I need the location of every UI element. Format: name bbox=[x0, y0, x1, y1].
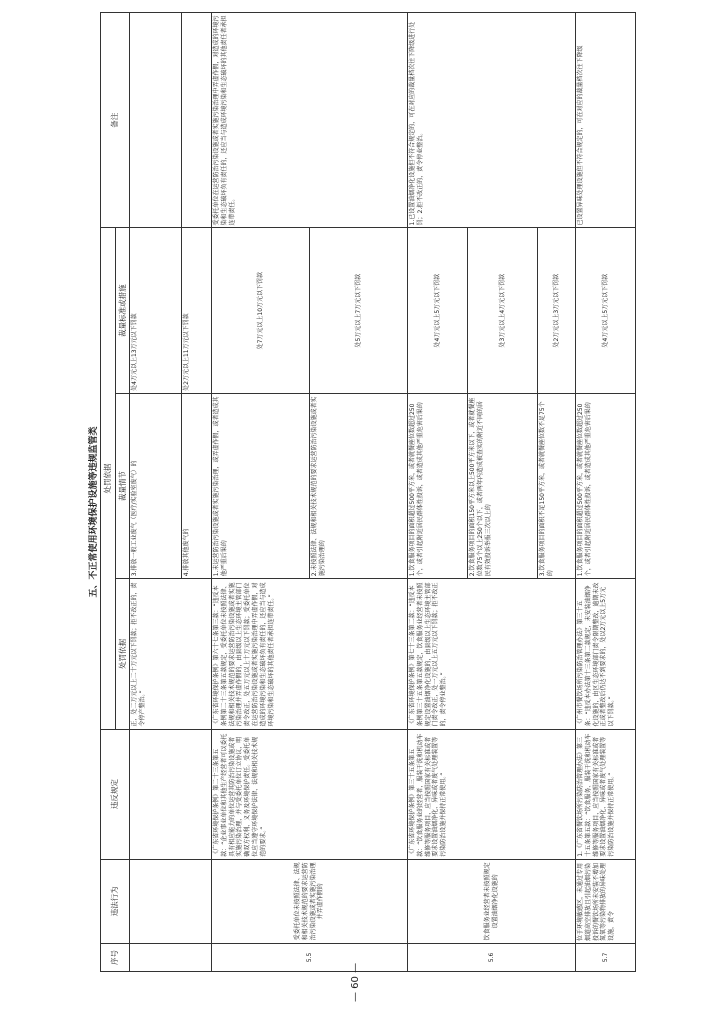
seq-cell: 5.7 bbox=[576, 943, 636, 971]
penalty-table bbox=[100, 12, 636, 972]
header-row bbox=[101, 13, 116, 972]
rule-cell: 《广东省环境保护条例》第二十三条第五款：“企业事业单位和其他生产经营者可以委托具有相应能力的单位运营其防治污染设施或者实施污染治理，并与受委托单位订立协议，明确双方权利、义务及环境保护责任。受委托单位应当遵守环境保护法律、法规和相关技术规范的要求。” bbox=[212, 729, 408, 859]
plot-cell: 2.饮食服务项目的面积150平方米以上500平方米以下，或者就餐座位数75个以上250个以下，或者两年内造成被查实的附近不同的居民有效投诉举报三次以上的 bbox=[468, 393, 538, 578]
seq-cell: 5.6 bbox=[408, 943, 576, 971]
basis-cell: 正，处二万元以上二十万元以下罚款；拒不改正的，责令停产整治。” bbox=[130, 579, 212, 729]
basis-cell: 《广州市餐饮场所污染防治管理办法》第三十五条：“违反本办法第十三条第二款规定，未安装油烟净化设施的，由区生态环境部门责令限期整改，逾期未改正或者整改后仍达不到要求的，处以2万元以上5万元以下罚款。” bbox=[576, 579, 636, 729]
section-title: 五、不正常使用环境保护设施等违规监管类 bbox=[89, 426, 99, 598]
plot-cell: 3.饮食服务项目的面积不足150平方米，或者就餐座位数不足75个的 bbox=[538, 393, 576, 578]
act-cell: 受委托单位未按照法律、法规和相关技术规范的要求运营防治污染设施或者实施污染治理并弄虚作假的 bbox=[212, 859, 408, 943]
plot-cell: 4.排放其他废气的 bbox=[182, 393, 212, 578]
table-row bbox=[576, 13, 636, 972]
header-rule: 违反规定 bbox=[101, 729, 130, 859]
header-std: 裁量标准或措施 bbox=[116, 228, 130, 393]
note-cell: 受委托单位在运营防治污染设施或者实施污染治理中弄虚作假，对造成的环境污染和生态破坏负有责任的，还应当与造成环境污染和生态破坏的其他责任者承担连带责任。 bbox=[212, 13, 408, 228]
header-basis-group: 处罚依据 bbox=[101, 228, 116, 729]
std-cell: 处5万元以上7万元以下罚款 bbox=[310, 228, 408, 393]
rule-cell: 1.《广东省餐饮场所污染防治管理办法》第三十五条第五款：“饮食服务、服装干洗和机动车维修等服务项目，应当按照国家有关标准或者要求设置油烟净化、异味或者废气处理装置等污染防治设施并保持正常使用。” bbox=[576, 729, 636, 859]
std-cell: 处4万元以上13万元以下罚款 bbox=[130, 228, 182, 393]
plot-cell: 3.排放一般工业废气（医疗/实验室废气）的 bbox=[130, 393, 182, 578]
header-seq: 序号 bbox=[101, 943, 130, 971]
plot-cell: 2.未按照法律、法规和相关技术规范的要求运营防治污染设施或者实施污染治理的 bbox=[310, 393, 408, 578]
act-cell: 位于环境敏感区，未通过专用烟道高空排放且引起油烟污染投诉的餐饮场所未安装不增加氮氧等污染物排放的异味处理设施，责令 bbox=[576, 859, 636, 943]
std-cell: 处2万元以上11万元以下罚款 bbox=[182, 228, 212, 393]
header-basis: 处罚依据 bbox=[116, 579, 130, 729]
std-cell: 处3万元以上4万元以下罚款 bbox=[468, 228, 538, 393]
basis-cell: 《广东省环境保护条例》第七十三条第二款：“违反本条例第三十五条第五款规定，饮食服务业经营者未按照规定设置油烟净化设施的，由县级以上生态环境主管部门责令改正，处一万元以上五万元以下罚款；拒不改正的，责令停业整治。” bbox=[408, 579, 576, 729]
page-number: — 60 — bbox=[350, 962, 361, 1002]
note-cell: 1.已设置油烟净化设施但不符合规定的，可在对应的裁量档次往下降级进行处罚；2.拒不改正的，责令停业整治。 bbox=[408, 13, 576, 228]
std-cell: 处4万元以上5万元以下罚款 bbox=[408, 228, 468, 393]
plot-cell: 1.未运营防治污染设施或者实施污染治理，或弄虚作假，或者造成其他严重后果的 bbox=[212, 393, 310, 578]
plot-cell: 1.饮食服务项目的面积超过500平方米，或者就餐座位数超过250个，或者引起附近居民群体性投诉，或者造成其他严重危害后果的 bbox=[408, 393, 468, 578]
plot-cell: 1.饮食服务项目的面积超过500平方米，或者就餐座位数超过250个，或者引起附近居民群体性投诉，或者造成其他严重危害后果的 bbox=[576, 393, 636, 578]
act-cell: 饮食服务业经营者未按照规定设置油烟净化设施的 bbox=[408, 859, 576, 943]
basis-cell: 《广东省环境保护条例》第六十七条第三款：“违反本条例第二十三条第五款规定，受委托单位未按照法律、法规和相关技术规范的要求运营防治污染设施或者实施污染治理并弄虚作假的，由县级以上生态环境主管部门责令改正，处五万元以上十万元以下罚款；受委托单位在运营防治污染设施或者实施污染治理中弄虚作假，对造成的环境污染和生态破坏负有责任的，还应当与造成环境污染和生态破坏的其他责任者承担连带责任。” bbox=[212, 579, 408, 729]
seq-cell: 5.5 bbox=[212, 943, 408, 971]
header-plot: 裁量情节 bbox=[116, 393, 130, 578]
note-cell: 已设置异味处理设施但不符合规定的，可在对应的裁量档次往下降级 bbox=[576, 13, 636, 228]
table-row bbox=[212, 13, 310, 972]
rule-cell: 《广东省环境保护条例》第三十五条第五款：“饮食服务业的经营者，服装干洗和机动车维修等服务项目，应当按照国家有关标准或者要求设置油烟净化、异味或者废气处理装置等污染防治设施并保持正常使用。” bbox=[408, 729, 576, 859]
table-row bbox=[408, 13, 468, 972]
header-note: 备注 bbox=[101, 13, 130, 228]
std-cell: 处7万元以上10万元以下罚款 bbox=[212, 228, 310, 393]
std-cell: 处4万元以上5万元以下罚款 bbox=[576, 228, 636, 393]
table-row bbox=[130, 13, 182, 972]
header-act: 违法行为 bbox=[101, 859, 130, 943]
std-cell: 处2万元以上3万元以下罚款 bbox=[538, 228, 576, 393]
